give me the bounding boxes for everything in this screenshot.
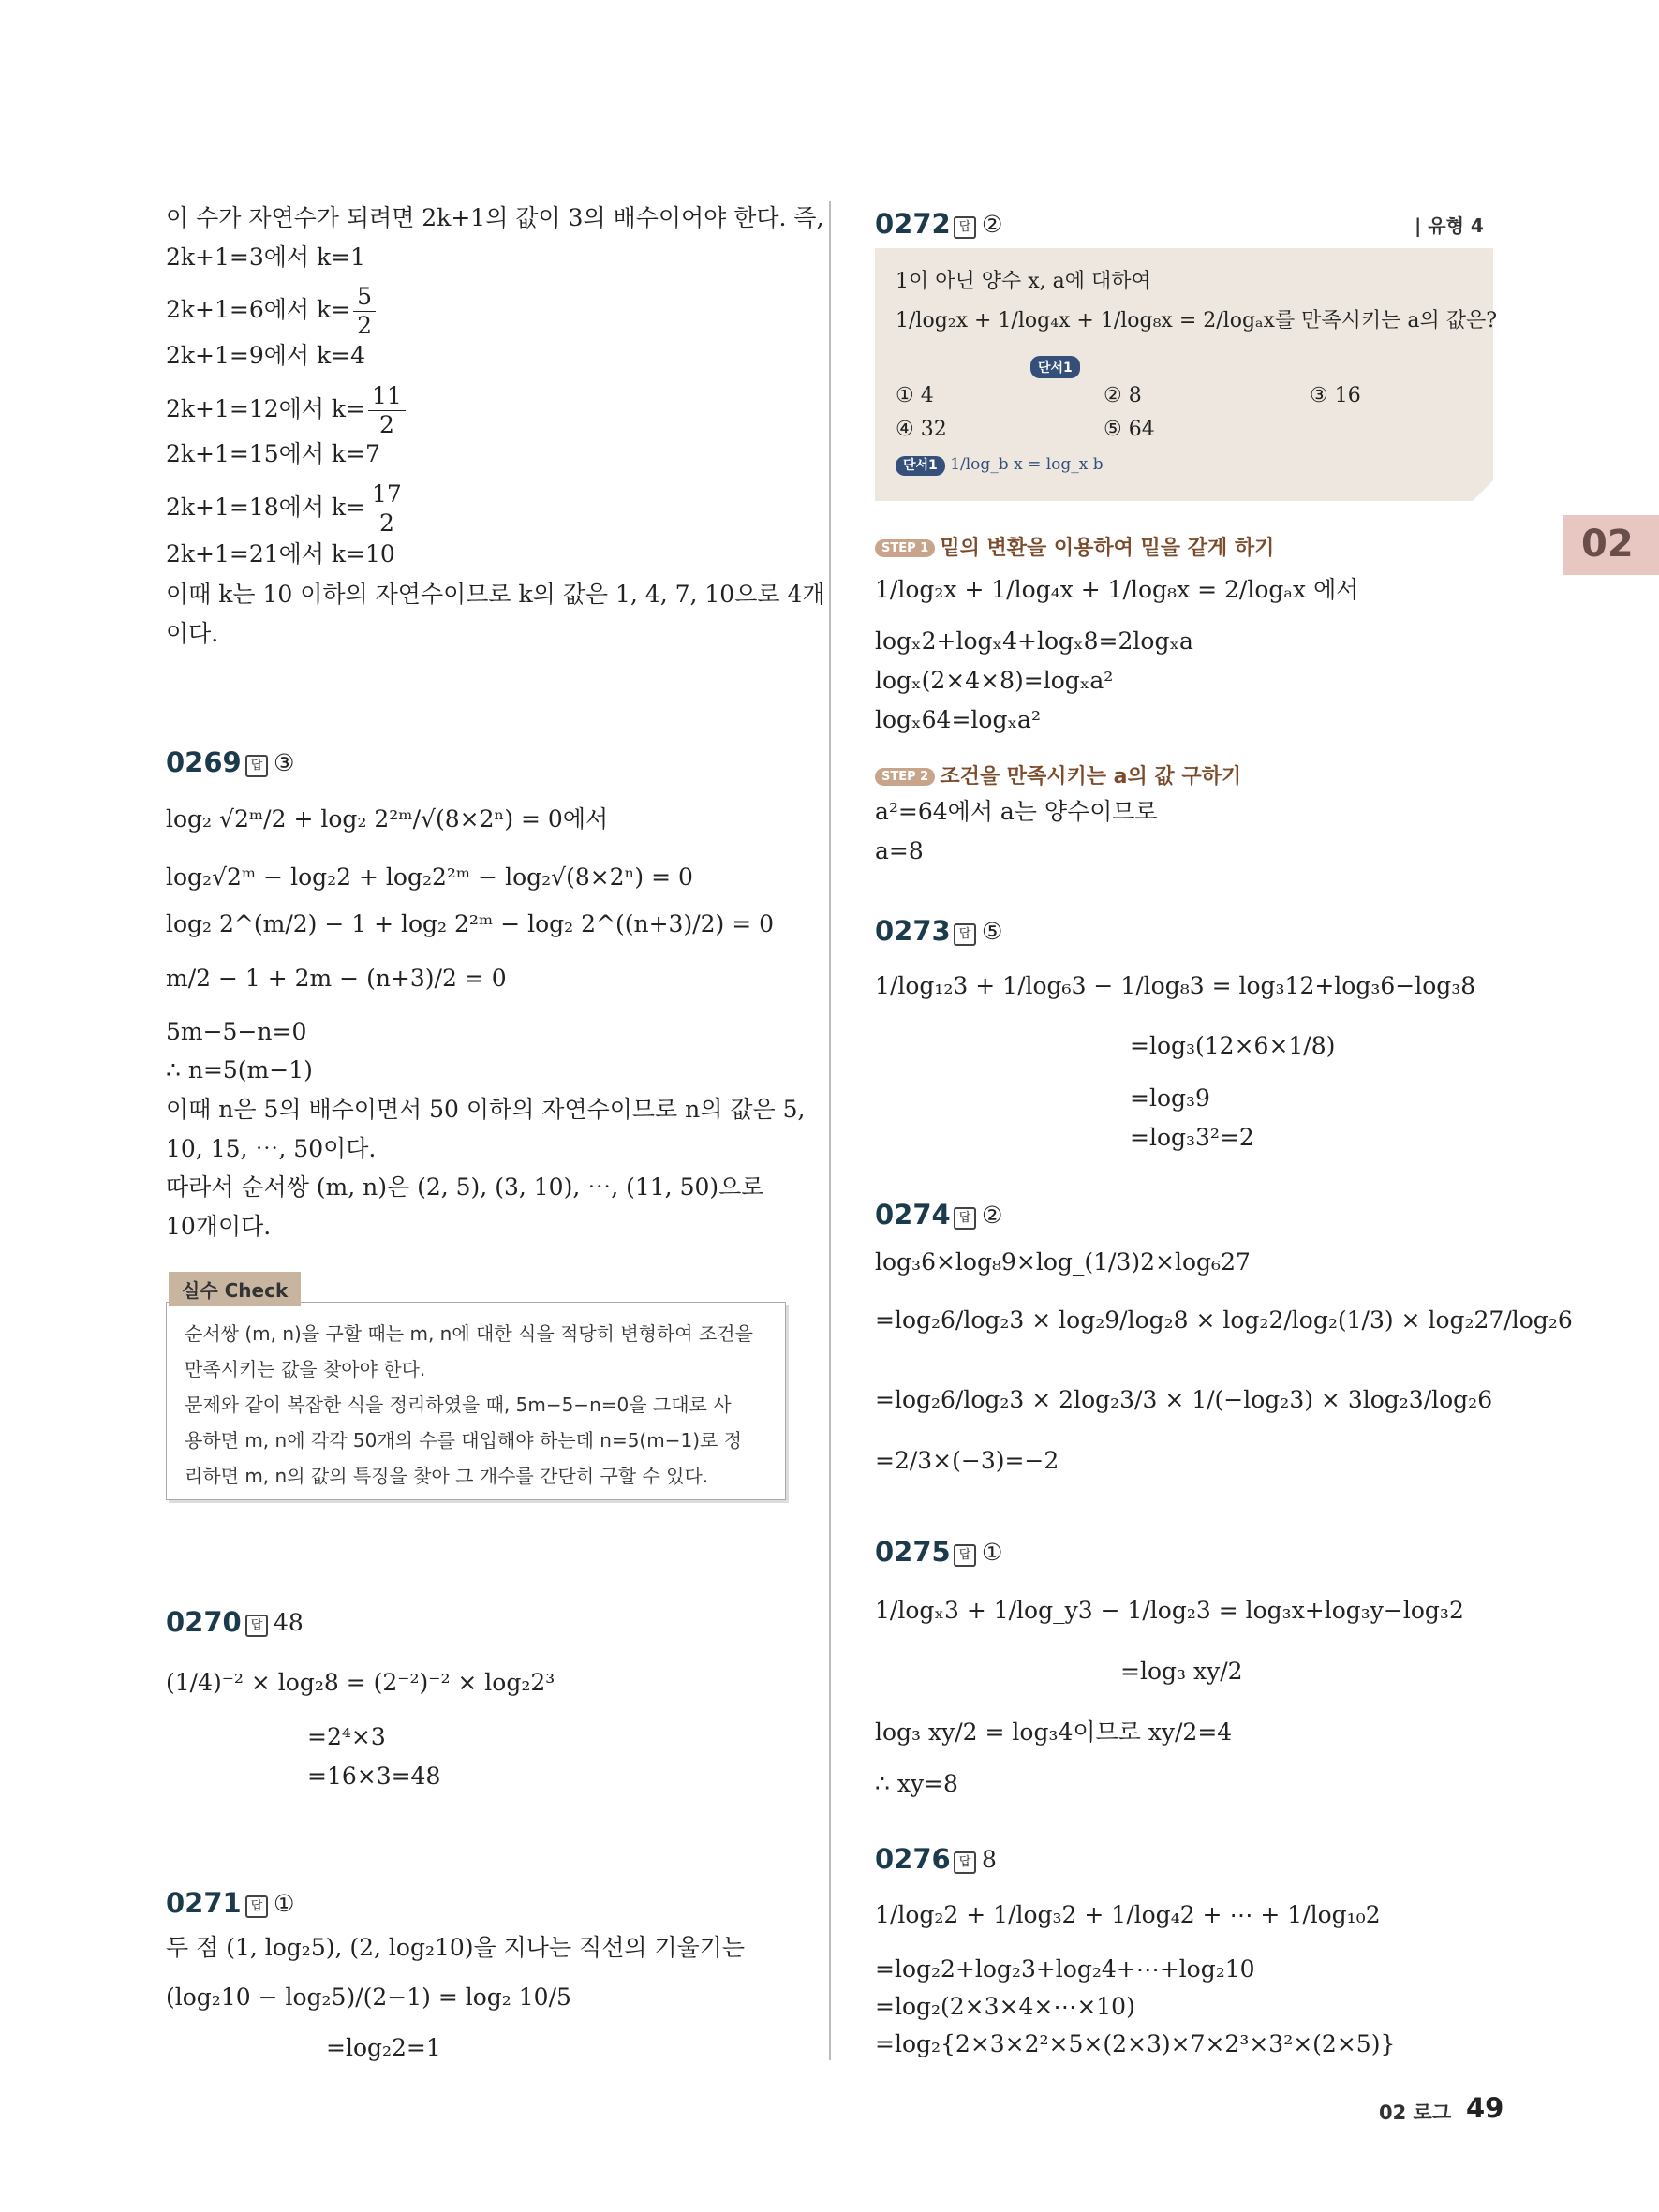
choice: ① 4 [896,384,934,407]
answer: 답 ⑤ [954,918,1002,946]
answer: 답 ① [245,1890,294,1918]
intro-line-2: 2k+1=3에서 k=1 [166,243,366,271]
solution-line: =log₂{2×3×2²×5×(2×3)×7×2³×3²×(2×5)} [875,2030,1396,2057]
solution-line: log₂√2ᵐ − log₂2 + log₂2²ᵐ − log₂√(8×2ⁿ) = 0 [166,863,693,891]
step2-heading: STEP 2 조건을 만족시키는 a의 값 구하기 [875,760,1241,789]
solution-line: 두 점 (1, log₂5), (2, log₂10)을 지나는 직선의 기울기는 [166,1934,746,1961]
solution-line: logₓ(2×4×8)=logₓa² [875,667,1114,694]
problem-number: 0271 [166,1887,242,1919]
answer-icon: 답 [954,216,976,239]
check-line: 순서쌍 (m, n)을 구할 때는 m, n에 대한 식을 적당히 변형하여 조건을 [185,1322,753,1345]
solution-line: logₓ2+logₓ4+logₓ8=2logₓa [875,627,1193,655]
case-row: 2k+1=21에서 k=10 [166,540,395,568]
footer-chapter: 02 로그 [1379,2101,1452,2124]
answer: 답 8 [954,1846,997,1874]
solution-line: (1/4)⁻² × log₂8 = (2⁻²)⁻² × log₂2³ [166,1669,555,1696]
solution-line: ∴ xy=8 [875,1770,958,1797]
solution-line: 1/log₂2 + 1/log₃2 + 1/log₄2 + ⋯ + 1/log₁₀2 [875,1901,1381,1928]
solution-line: =log₂6/log₂3 × log₂9/log₂8 × log₂2/log₂(1/3) × log₂27/log₂6 [875,1306,1573,1334]
problem-number: 0273 [875,915,951,947]
answer-icon: 답 [954,1851,976,1874]
solution-line: =16×3=48 [307,1762,441,1790]
type-label: | 유형 4 [1415,214,1484,237]
solution-line: logₓ64=logₓa² [875,706,1041,733]
solution-line: log₂ √2ᵐ/2 + log₂ 2²ᵐ/√(8×2ⁿ) = 0에서 [166,805,609,833]
answer-icon: 답 [954,1544,976,1567]
check-line: 용하면 m, n에 각각 50개의 수를 대입해야 하는데 n=5(m−1)로 정 [185,1429,742,1452]
check-line: 만족시키는 값을 찾아야 한다. [185,1358,426,1380]
problem-number: 0275 [875,1536,951,1568]
solution-line: =log₃(12×6×1/8) [1130,1032,1336,1059]
case-row: 2k+1=12에서 k= $\frac{11}{2}$ [166,382,408,439]
question-equation: 1/log₂x + 1/log₄x + 1/log₈x = 2/logₐx를 만족시키는 a의 값은? [896,309,1498,332]
solution-line: =log₂(2×3×4×⋯×10) [875,1993,1135,2020]
solution-line: =log₃ xy/2 [1120,1658,1243,1685]
page-number: 49 [1466,2092,1504,2124]
solution-line: 이때 n은 5의 배수이면서 50 이하의 자연수이므로 n의 값은 5, [166,1096,806,1123]
question-text: 1이 아닌 양수 x, a에 대하여 [896,270,1151,293]
conclusion-line: 이다. [166,620,219,647]
problem-number: 0270 [166,1606,242,1638]
answer-icon: 답 [245,755,268,777]
column-divider [829,201,831,2060]
answer-icon: 답 [245,1895,268,1918]
solution-line: 1/log₁₂3 + 1/log₆3 − 1/log₈3 = log₃12+log₃6−log₃8 [875,972,1476,999]
answer-icon: 답 [954,1207,976,1230]
hint-row: 단서1 1/log_b x = log_x b [896,455,1104,476]
solution-line: =2/3×(−3)=−2 [875,1447,1059,1474]
answer: 답 ① [954,1539,1002,1567]
answer: 답 ② [954,211,1002,239]
solution-line: =log₃9 [1130,1084,1210,1112]
hint-marker: 단서1 [1030,356,1080,378]
solution-line: log₃6×log₈9×log_(1/3)2×log₆27 [875,1248,1251,1276]
solution-line: (log₂10 − log₂5)/(2−1) = log₂ 10/5 [166,1983,571,2011]
check-line: 리하면 m, n의 값의 특징을 찾아 그 개수를 간단히 구할 수 있다. [185,1465,709,1487]
answer-icon: 답 [245,1615,268,1637]
chapter-tab-label: 02 [1581,523,1634,566]
solution-line: =log₃3²=2 [1130,1124,1254,1151]
box-corner [1473,480,1493,501]
solution-line: 1/logₓ3 + 1/log_y3 − 1/log₂3 = log₃x+log₃y−log₃2 [875,1597,1464,1624]
solution-line: 10개이다. [166,1213,272,1240]
problem-number: 0272 [875,208,951,240]
solution-line: log₂ 2^(m/2) − 1 + log₂ 2²ᵐ − log₂ 2^((n+3)/2) = 0 [166,910,775,937]
solution-line: =log₂2+log₂3+log₂4+⋯+log₂10 [875,1955,1255,1983]
case-row: 2k+1=9에서 k=4 [166,342,366,369]
solution-line: 따라서 순서쌍 (m, n)은 (2, 5), (3, 10), ⋯, (11, 50)으로 [166,1173,764,1201]
answer: 답 48 [245,1609,304,1637]
choice: ④ 32 [896,418,947,441]
intro-line-1: 이 수가 자연수가 되려면 2k+1의 값이 3의 배수이어야 한다. 즉, [166,204,824,231]
solution-line: a=8 [875,837,924,864]
solution-line: 5m−5−n=0 [166,1018,307,1045]
step1-heading: STEP 1 밑의 변환을 이용하여 밑을 같게 하기 [875,532,1274,561]
choice: ⑤ 64 [1104,418,1155,441]
solution-line: =log₂2=1 [326,2034,441,2061]
problem-number: 0276 [875,1843,951,1875]
solution-line: 10, 15, ⋯, 50이다. [166,1135,377,1162]
solution-line: 1/log₂x + 1/log₄x + 1/log₈x = 2/logₐx 에서 [875,576,1359,603]
answer: 답 ② [954,1202,1002,1230]
case-row: 2k+1=15에서 k=7 [166,440,380,467]
problem-number: 0274 [875,1199,951,1231]
solution-line: a²=64에서 a는 양수이므로 [875,798,1158,825]
check-line: 문제와 같이 복잡한 식을 정리하였을 때, 5m−5−n=0을 그대로 사 [185,1394,732,1416]
solution-line: ∴ n=5(m−1) [166,1056,313,1084]
chapter-tab [1563,515,1659,575]
problem-number: 0269 [166,746,242,778]
choice: ② 8 [1104,384,1142,407]
case-row: 2k+1=18에서 k= $\frac{17}{2}$ [166,480,408,538]
solution-line: m/2 − 1 + 2m − (n+3)/2 = 0 [166,965,507,992]
solution-line: =log₂6/log₂3 × 2log₂3/3 × 1/(−log₂3) × 3log₂3/log₂6 [875,1386,1493,1413]
case-row: 2k+1=6에서 k= $\frac{5}{2}$ [166,283,378,340]
solution-line: =2⁴×3 [307,1723,386,1750]
answer-icon: 답 [954,923,976,946]
mistake-check-title: 실수 Check [169,1272,301,1306]
choice: ③ 16 [1310,384,1361,407]
solution-line: log₃ xy/2 = log₃4이므로 xy/2=4 [875,1718,1233,1746]
conclusion-line: 이때 k는 10 이하의 자연수이므로 k의 값은 1, 4, 7, 10으로 4개 [166,581,825,608]
answer: 답 ③ [245,749,294,777]
